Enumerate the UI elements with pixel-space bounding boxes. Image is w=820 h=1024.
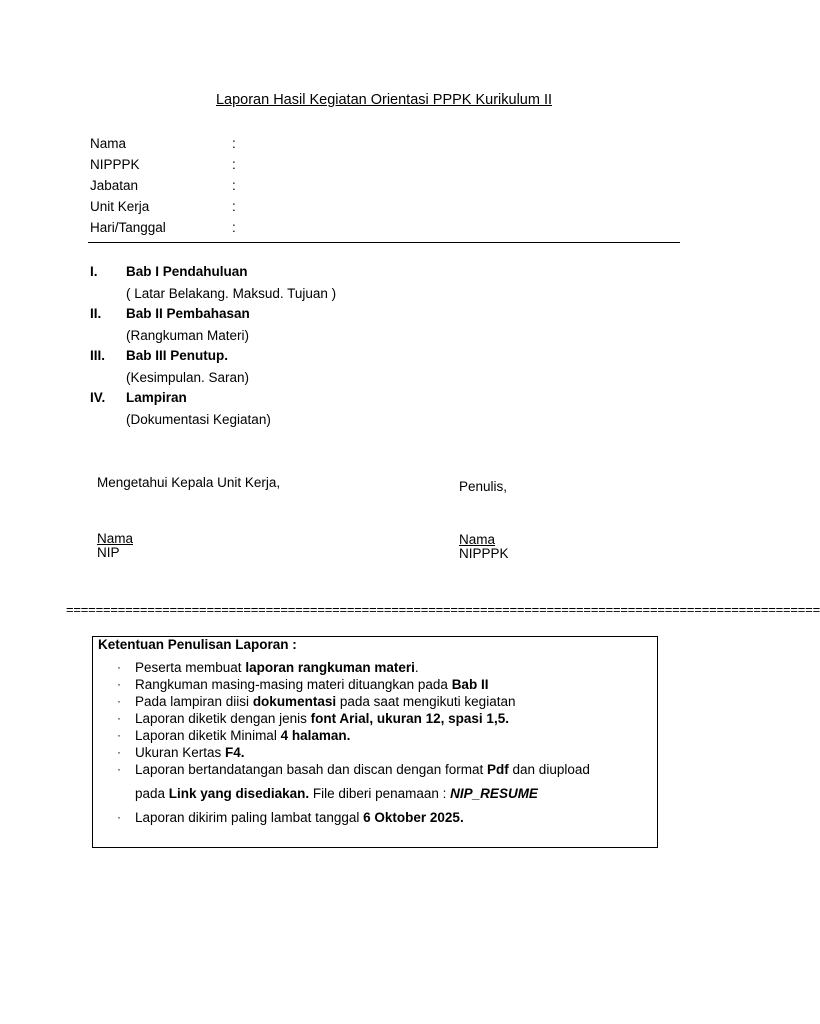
field-label-jabatan: Jabatan bbox=[90, 178, 139, 193]
field-colon: : bbox=[232, 136, 236, 151]
separator-line: ====================================================================================================== bbox=[66, 602, 820, 617]
bullet: · bbox=[117, 711, 121, 725]
rule-item: Laporan diketik Minimal 4 halaman. bbox=[135, 728, 351, 743]
section-number: III. bbox=[90, 348, 106, 363]
field-label-unit-kerja: Unit Kerja bbox=[90, 199, 150, 214]
signature-right-id: NIPPPK bbox=[459, 546, 509, 561]
rule-item: Pada lampiran diisi dokumentasi pada saat mengikuti kegiatan bbox=[135, 694, 516, 709]
rule-item: Ukuran Kertas F4. bbox=[135, 745, 245, 760]
bullet: · bbox=[117, 660, 121, 674]
section-title: Lampiran bbox=[126, 390, 187, 405]
section-description: (Rangkuman Materi) bbox=[126, 328, 250, 343]
signature-left-name: Nama bbox=[97, 531, 134, 546]
signature-left-heading: Mengetahui Kepala Unit Kerja, bbox=[97, 475, 281, 490]
section-title: Bab I Pendahuluan bbox=[126, 264, 248, 279]
field-colon: : bbox=[232, 178, 236, 193]
bullet: · bbox=[117, 745, 121, 759]
header-divider bbox=[88, 242, 680, 243]
rules-title: Ketentuan Penulisan Laporan : bbox=[98, 637, 297, 652]
bullet: · bbox=[117, 694, 121, 708]
field-colon: : bbox=[232, 157, 236, 172]
section-description: ( Latar Belakang. Maksud. Tujuan ) bbox=[126, 286, 337, 301]
rule-item: Laporan dikirim paling lambat tanggal 6 Oktober 2025. bbox=[135, 810, 464, 825]
section-number: II. bbox=[90, 306, 102, 321]
bullet: · bbox=[117, 810, 121, 824]
field-colon: : bbox=[232, 199, 236, 214]
section-number: I. bbox=[90, 264, 98, 279]
section-title: Bab II Pembahasan bbox=[126, 306, 250, 321]
field-label-nipppk: NIPPPK bbox=[90, 157, 140, 172]
section-number: IV. bbox=[90, 390, 106, 405]
rule-item-continuation: pada Link yang disediakan. File diberi penamaan : NIP_RESUME bbox=[135, 786, 538, 801]
section-title: Bab III Penutup. bbox=[126, 348, 229, 363]
rule-item: Laporan diketik dengan jenis font Arial, ukuran 12, spasi 1,5. bbox=[135, 711, 509, 726]
document-title: Laporan Hasil Kegiatan Orientasi PPPK Kurikulum II bbox=[215, 92, 553, 108]
bullet: · bbox=[117, 728, 121, 742]
section-description: (Kesimpulan. Saran) bbox=[126, 370, 250, 385]
section-description: (Dokumentasi Kegiatan) bbox=[126, 412, 271, 427]
field-colon: : bbox=[232, 220, 236, 235]
bullet: · bbox=[117, 762, 121, 776]
field-label-hari-tanggal: Hari/Tanggal bbox=[90, 220, 166, 235]
bullet: · bbox=[117, 677, 121, 691]
signature-right-heading: Penulis, bbox=[459, 479, 508, 494]
field-label-nama: Nama bbox=[90, 136, 127, 151]
rule-item: Peserta membuat laporan rangkuman materi. bbox=[135, 660, 419, 675]
rule-item: Laporan bertandatangan basah dan discan dengan format Pdf dan diupload bbox=[135, 762, 590, 777]
signature-right-name: Nama bbox=[459, 532, 496, 547]
rule-item: Rangkuman masing-masing materi dituangkan pada Bab II bbox=[135, 677, 489, 692]
signature-left-id: NIP bbox=[97, 545, 120, 560]
